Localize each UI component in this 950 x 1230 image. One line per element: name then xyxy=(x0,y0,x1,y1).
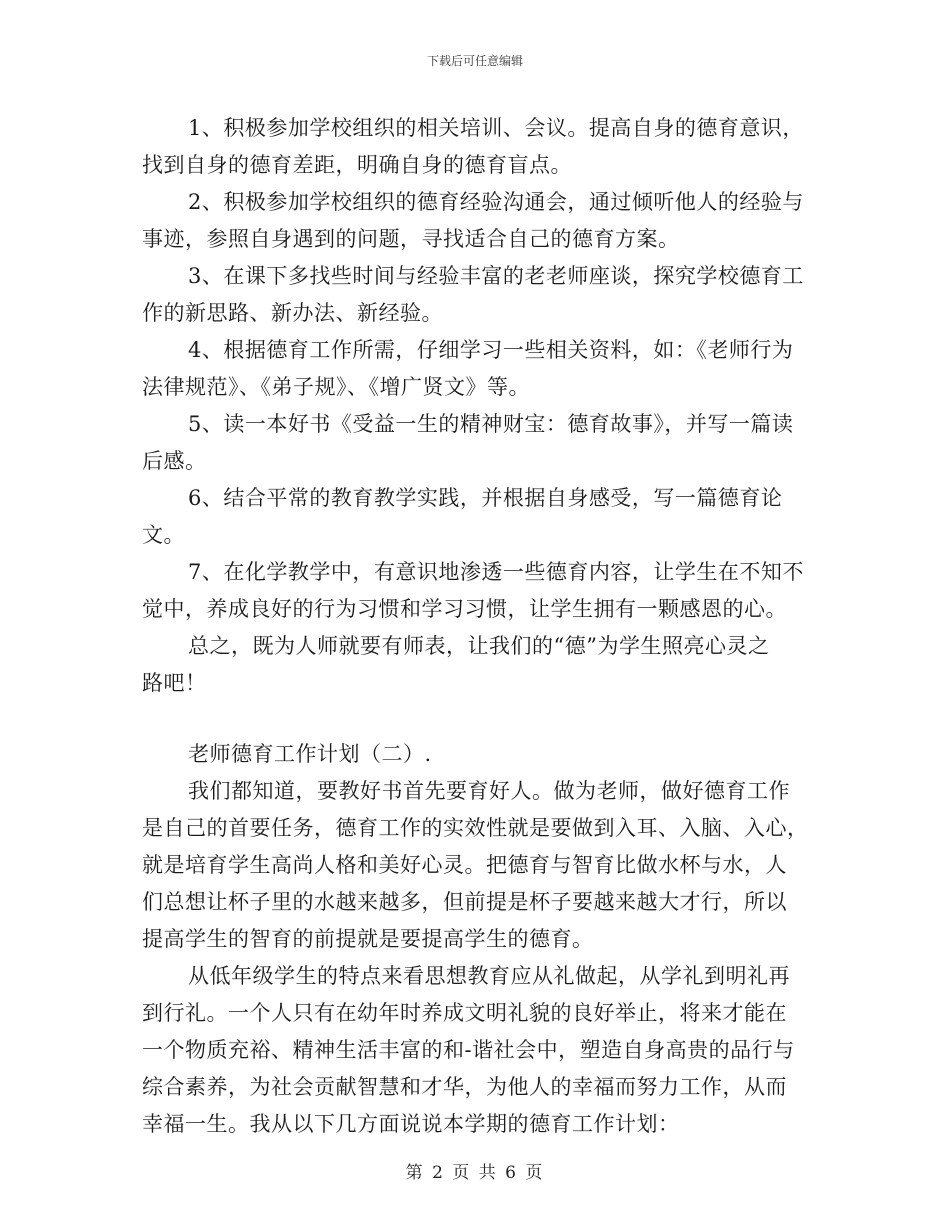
paragraph-2 xyxy=(142,184,812,258)
paragraph-line: 提高学生的智育的前提就是要提高学生的德育。 xyxy=(142,927,594,951)
paragraph-line: 总之，既为人师就要有师表，让我们的“德”为学生照亮心灵之 xyxy=(188,634,770,658)
paragraph-line: 觉中，养成良好的行为习惯和学习习惯，让学生拥有一颗感恩的心。 xyxy=(142,597,787,621)
paragraph-line: 从低年级学生的特点来看思想教育应从礼做起，从学礼到明礼再 xyxy=(188,964,790,988)
paragraph-8 xyxy=(142,628,812,702)
paragraph-7 xyxy=(142,554,812,628)
paragraph-line: 后感。 xyxy=(142,449,207,473)
paragraph-10 xyxy=(142,958,812,1143)
paragraph-line: 6、结合平常的教育教学实践，并根据自身感受，写一篇德育论文。 xyxy=(142,486,783,547)
paragraph-line: 找到自身的德育差距，明确自身的德育盲点。 xyxy=(142,153,572,177)
paragraph-line: 1、积极参加学校组织的相关培训、会议。提高自身的德育意识， xyxy=(188,116,804,140)
document-body xyxy=(142,110,812,1143)
paragraph-line: 3、在课下多找些时间与经验丰富的老老师座谈，探究学校德育工 xyxy=(188,264,804,288)
paragraph-line: 7、在化学教学中，有意识地渗透一些德育内容，让学生在不知不 xyxy=(188,560,804,584)
paragraph-line: 法律规范》、《弟子规》、《增广贤文》等。 xyxy=(142,375,530,399)
paragraph-9 xyxy=(142,773,812,958)
paragraph-3 xyxy=(142,258,812,332)
paragraph-line: 们总想让杯子里的水越来越多，但前提是杯子要越来越大才行，所以 xyxy=(142,890,787,914)
page-header-note: 下载后可任意编辑 xyxy=(426,54,523,68)
paragraph-line: 我们都知道，要教好书首先要育好人。做为老师，做好德育工作 xyxy=(188,779,790,803)
paragraph-5 xyxy=(142,406,812,480)
paragraph-line: 2、积极参加学校组织的德育经验沟通会，通过倾听他人的经验与 xyxy=(188,190,804,214)
paragraph-1 xyxy=(142,110,812,184)
paragraph-line: 路吧！ xyxy=(142,671,207,695)
paragraph-line: 是自己的首要任务，德育工作的实效性就是要做到入耳、入脑、入心， xyxy=(142,816,809,840)
paragraph-line: 幸福一生。我从以下几方面说说本学期的德育工作计划： xyxy=(142,1112,680,1136)
paragraph-6 xyxy=(142,480,812,554)
paragraph-line: 5、读一本好书《受益一生的精神财宝：德育故事》，并写一篇读 xyxy=(188,412,794,436)
section-title xyxy=(142,736,812,773)
paragraph-line: 一个物质充裕、精神生活丰富的和-谐社会中，塑造自身高贵的品行与 xyxy=(142,1038,795,1062)
paragraph-line: 综合素养，为社会贡献智慧和才华，为他人的幸福而努力工作，从而 xyxy=(142,1075,787,1099)
paragraph-line: 事迹，参照自身遇到的问题，寻找适合自己的德育方案。 xyxy=(142,227,680,251)
section-title-text: 老师德育工作计划（二）. xyxy=(188,742,432,766)
section-gap xyxy=(142,702,812,736)
page-number: 第 2 页 共 6 页 xyxy=(405,1163,545,1183)
paragraph-line: 到行礼。一个人只有在幼年时养成文明礼貌的良好举止，将来才能在 xyxy=(142,1001,787,1025)
paragraph-line: 4、根据德育工作所需，仔细学习一些相关资料，如：《老师行为 xyxy=(188,338,794,362)
paragraph-line: 作的新思路、新办法、新经验。 xyxy=(142,301,443,325)
paragraph-4 xyxy=(142,332,812,406)
paragraph-line: 就是培育学生高尚人格和美好心灵。把德育与智育比做水杯与水，人 xyxy=(142,853,787,877)
